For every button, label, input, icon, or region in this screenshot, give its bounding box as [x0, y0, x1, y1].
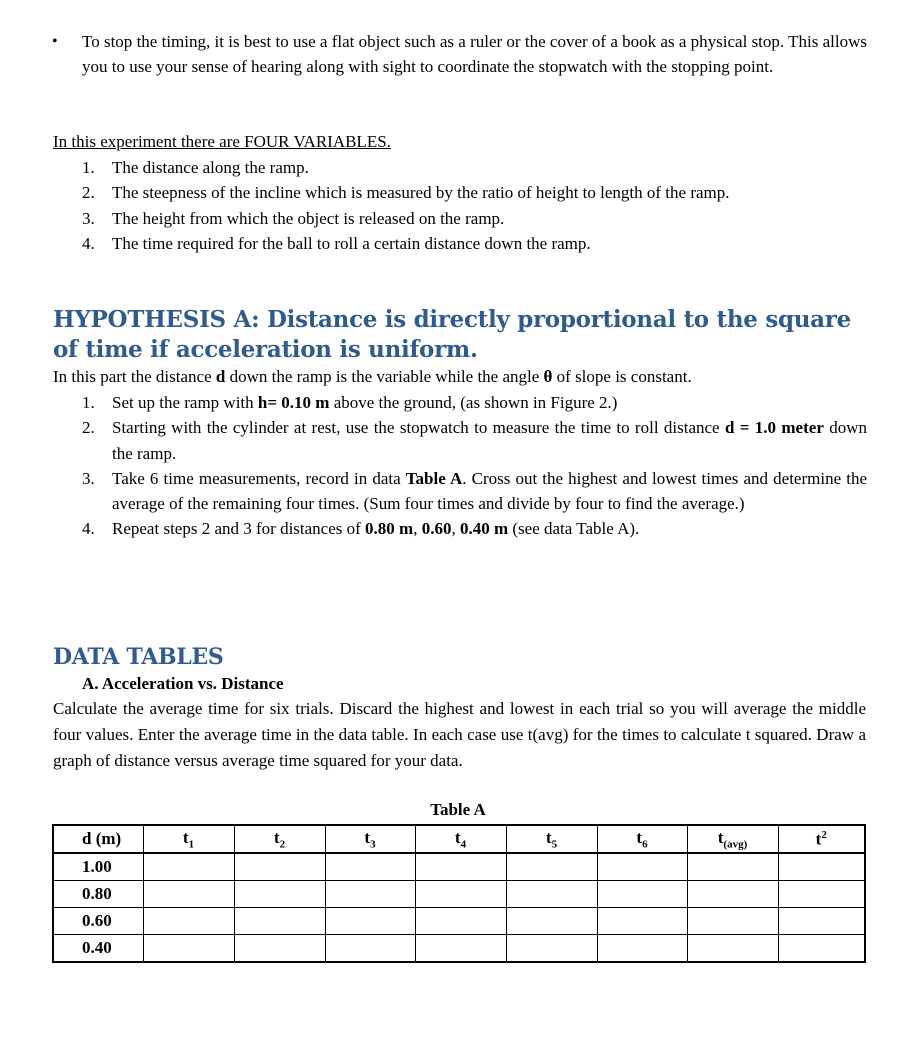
table-cell[interactable] — [325, 853, 415, 881]
table-cell[interactable] — [597, 853, 687, 881]
hypothesis-intro — [53, 365, 692, 389]
table-cell[interactable] — [506, 881, 597, 908]
column-header: $t_6$ — [597, 825, 687, 853]
distance-cell: 0.60 — [53, 908, 143, 935]
intro-theta-symbol: θ — [543, 367, 553, 386]
distance-cell: 0.40 — [53, 935, 143, 963]
table-cell[interactable] — [234, 935, 325, 963]
item-text: The distance along the ramp. — [112, 158, 309, 177]
step-text: , — [413, 519, 422, 539]
table-cell[interactable] — [234, 881, 325, 908]
intro-text: down the ramp is the variable while the angle — [225, 367, 544, 386]
table-cell[interactable] — [143, 853, 234, 881]
table-cell[interactable] — [325, 881, 415, 908]
table-row — [53, 853, 865, 881]
variables-heading: In this experiment there are FOUR VARIABLES. — [53, 132, 391, 151]
bullet-symbol: • — [52, 33, 58, 50]
table-cell[interactable] — [325, 908, 415, 935]
table-cell[interactable] — [234, 853, 325, 881]
step-text: (see data Table A). — [508, 519, 640, 539]
intro-text: of slope is constant. — [552, 367, 692, 386]
table-subheading: A. Acceleration vs. Distance — [82, 674, 284, 693]
table-row — [53, 908, 865, 935]
list-item — [82, 180, 867, 205]
column-header: $t_5$ — [506, 825, 597, 853]
table-cell[interactable] — [234, 908, 325, 935]
item-number: 3. — [82, 208, 95, 228]
table-cell[interactable] — [415, 908, 506, 935]
step-text: above the ground, (as shown in Figure 2.) — [329, 393, 618, 412]
step-bold: 0.60 — [421, 519, 452, 539]
distance-cell: 1.00 — [53, 853, 143, 881]
procedure-steps — [82, 390, 867, 542]
column-header: $t_{(avg)}$ — [687, 825, 778, 853]
step-text: Starting with the cylinder at rest, use the stopwatch to measure the time to roll distance — [112, 418, 725, 438]
item-number: 4. — [82, 233, 95, 253]
item-number: 4. — [82, 519, 95, 539]
table-caption: Table A — [430, 800, 486, 819]
item-text — [112, 516, 867, 541]
variables-list — [82, 155, 867, 256]
table-cell[interactable] — [143, 935, 234, 963]
table-cell[interactable] — [597, 908, 687, 935]
column-header: $t_1$ — [143, 825, 234, 853]
table-cell[interactable] — [687, 853, 778, 881]
step-bold: 0.80 m — [365, 519, 414, 539]
item-number: 2. — [82, 418, 95, 438]
step-text: , — [451, 519, 460, 539]
column-header: $t_4$ — [415, 825, 506, 853]
step-bold: d = 1.0 meter — [724, 418, 824, 438]
step-text: down the ramp. — [112, 418, 867, 463]
table-cell[interactable] — [778, 881, 865, 908]
step-text: Repeat steps 2 and 3 for distances of — [112, 519, 366, 539]
step-text: Take 6 time measurements, record in data — [112, 468, 406, 488]
table-row — [53, 935, 865, 963]
table-cell[interactable] — [687, 881, 778, 908]
table-cell[interactable] — [143, 881, 234, 908]
column-header: $t^2$ — [778, 825, 865, 853]
instructions-paragraph: Calculate the average time for six trials. Discard the highest and lowest in each trial so you will average the middle four values. Enter the average time in the data table. In each case use t(avg) for the times to calculate t squared. Draw a graph of distance versus average time squared for your data. — [53, 699, 866, 770]
item-number: 3. — [82, 468, 95, 488]
step-text: Set up the ramp with — [112, 393, 258, 412]
item-number: 1. — [82, 393, 95, 412]
list-item — [82, 415, 867, 466]
bullet-paragraph — [52, 30, 867, 79]
step-bold: 0.40 m — [459, 519, 509, 539]
table-cell[interactable] — [778, 853, 865, 881]
item-text — [112, 390, 867, 415]
list-item — [82, 231, 867, 256]
hypothesis-title: HYPOTHESIS A: Distance is directly proportional to the square of time if acceleration is uniform. — [53, 306, 851, 363]
table-header-row — [53, 825, 865, 853]
table-cell[interactable] — [506, 908, 597, 935]
item-text: The time required for the ball to roll a certain distance down the ramp. — [112, 233, 591, 253]
table-cell[interactable] — [778, 935, 865, 963]
table-cell[interactable] — [415, 881, 506, 908]
step-bold: Table A — [405, 468, 463, 488]
step-bold: h= 0.10 m — [257, 393, 330, 412]
column-header: d (m) — [53, 825, 143, 853]
list-item — [82, 206, 867, 231]
table-cell[interactable] — [597, 881, 687, 908]
table-cell[interactable] — [597, 935, 687, 963]
item-text — [112, 466, 867, 517]
data-table-a — [52, 824, 866, 963]
list-item — [82, 390, 867, 415]
intro-variable-d: d — [215, 367, 226, 386]
list-item — [82, 516, 867, 541]
distance-cell: 0.80 — [53, 881, 143, 908]
table-cell[interactable] — [325, 935, 415, 963]
table-cell[interactable] — [506, 853, 597, 881]
table-cell[interactable] — [415, 853, 506, 881]
table-cell[interactable] — [415, 935, 506, 963]
list-item — [82, 466, 867, 517]
data-tables-title: DATA TABLES — [53, 644, 224, 670]
item-text: The steepness of the incline which is measured by the ratio of height to length of the ramp. — [112, 183, 730, 203]
table-cell[interactable] — [687, 935, 778, 963]
bullet-text: To stop the timing, it is best to use a flat object such as a ruler or the cover of a book as a physical stop. This allows you to use your sense of hearing along with sight to coordinate the stopwatch with the stopping point. — [82, 32, 867, 76]
list-item — [82, 155, 867, 180]
table-row — [53, 881, 865, 908]
table-cell[interactable] — [143, 908, 234, 935]
column-header: $t_2$ — [234, 825, 325, 853]
table-cell[interactable] — [506, 935, 597, 963]
item-number: 1. — [82, 158, 95, 177]
intro-text: In this part the distance — [53, 367, 216, 386]
column-header: $t_3$ — [325, 825, 415, 853]
item-text — [112, 415, 867, 466]
table-cell[interactable] — [687, 908, 778, 935]
step-text: . Cross out the highest and lowest times and determine the average of the remaining four times. (Sum four times and divide by four to find the average.) — [112, 468, 868, 514]
item-number: 2. — [82, 183, 95, 203]
table-cell[interactable] — [778, 908, 865, 935]
item-text: The height from which the object is released on the ramp. — [112, 208, 505, 228]
